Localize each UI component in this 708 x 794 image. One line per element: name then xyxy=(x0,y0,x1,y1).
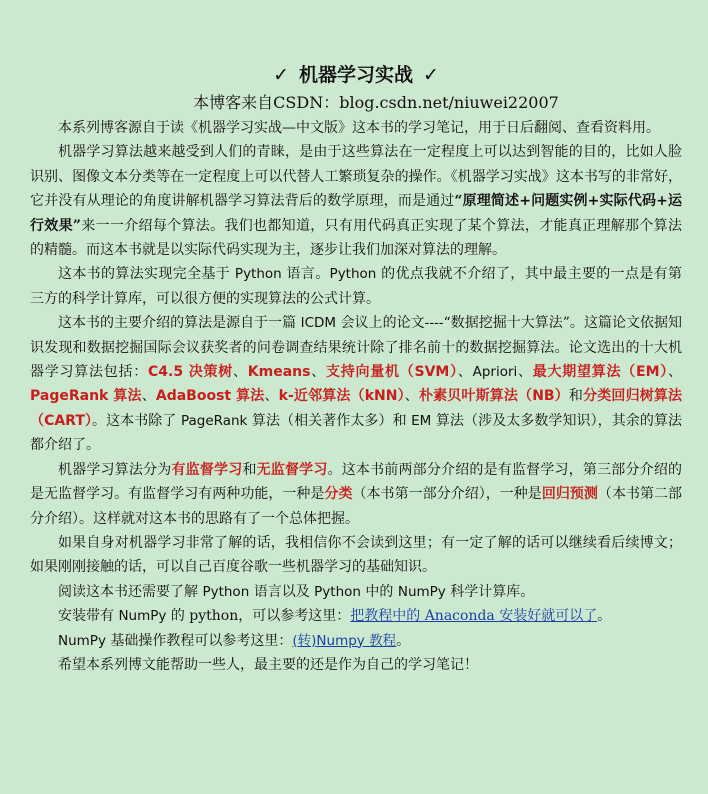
text: 科学计算库。 xyxy=(445,583,535,600)
paragraph-7 xyxy=(30,580,682,604)
highlight: 分类 xyxy=(324,486,353,503)
anaconda-install-link[interactable]: 把教程中的 Anaconda 安装好就可以了 xyxy=(350,608,598,625)
algorithm-name: AdaBoost 算法 xyxy=(155,388,265,405)
paragraph-6: 如果自身对机器学习非常了解的话，我相信你不会读到这里；有一定了解的话可以继续看后续博文；如果刚刚接触的话，可以自己百度谷歌一些机器学习的基础知识。 xyxy=(30,534,682,576)
paragraph-5 xyxy=(30,458,682,531)
highlight: 有监督学习 xyxy=(171,461,243,478)
text: 基础操作教程可以参考这里： xyxy=(105,632,293,649)
text: 、 xyxy=(457,364,473,381)
numpy-tutorial-link[interactable]: (转)Numpy 教程 xyxy=(292,632,397,649)
text: 的优点我就不介绍了，其中最主要的一点是有第三方的科学计算库，可以很方便的实现算法的公式计算。 xyxy=(30,266,683,307)
text: 中的 xyxy=(360,583,398,600)
term: Python xyxy=(314,583,361,600)
algorithm-name: 支持向量机（SVM） xyxy=(325,364,458,381)
text: 会议上的论文----“数据挖掘十大算法”。这篇论文依据知识发现和数据挖掘国际会议获奖者的问卷调查结果统计除了排名前十的数据挖掘算法。论文选出的十大机器学习算法包括： xyxy=(30,315,682,381)
source-url: blog.csdn.net/niuwei22007 xyxy=(339,93,559,112)
algorithm-name: 最大期望算法（EM） xyxy=(532,364,669,381)
page-title xyxy=(30,60,682,90)
term: NumPy xyxy=(397,583,446,600)
check-icon: ✓ xyxy=(273,64,289,86)
text: 语言以及 xyxy=(249,583,315,600)
algorithm-name: k-近邻算法（kNN） xyxy=(278,388,405,405)
paragraph-1: 本系列博客源自于读《机器学习实战—中文版》这本书的学习笔记，用于日后翻阅、查看资料用。 xyxy=(58,120,660,136)
text: 、 xyxy=(668,364,683,381)
paragraph-3 xyxy=(30,262,682,311)
source-line xyxy=(70,90,682,116)
text: 语言。 xyxy=(281,266,330,283)
term: Python xyxy=(329,266,377,283)
text: 来一一介绍每个算法。我们也都知道，只有用代码真正实现了某个算法，才能真正理解那个算法的精髓。而这本书就是以实际代码实现为主，逐步让我们加深对算法的理解。 xyxy=(30,217,682,259)
paragraph-2 xyxy=(30,140,682,262)
bold-text: “原理简述+问题实例+实际代码+运行效果” xyxy=(30,193,682,234)
text: 、 xyxy=(233,364,248,381)
text: 这本书的算法实现完全基于 xyxy=(58,266,235,283)
term: Python xyxy=(234,266,282,283)
text: （本书第二部分介绍）。这样就对这本书的思路有了一个总体把握。 xyxy=(30,486,683,527)
term: NumPy xyxy=(118,608,167,625)
paragraph-8 xyxy=(30,604,682,628)
text: 和 xyxy=(242,461,257,478)
text: 。 xyxy=(396,632,411,649)
term: ICDM xyxy=(300,315,337,332)
title-text: 机器学习实战 xyxy=(298,64,413,86)
text: 阅读这本书还需要了解 xyxy=(58,583,203,600)
algorithm-name: PageRank 算法 xyxy=(30,388,142,405)
text: 、 xyxy=(310,364,326,381)
source-prefix: 本博客来自CSDN： xyxy=(193,93,340,112)
text: 机器学习算法分为 xyxy=(58,461,172,478)
paragraph-10: 希望本系列博文能帮助一些人，最主要的还是作为自己的学习笔记！ xyxy=(58,656,478,673)
term: PageRank xyxy=(180,412,248,429)
text: 、 xyxy=(141,388,156,405)
algorithm-name: Kmeans xyxy=(247,364,311,381)
check-icon: ✓ xyxy=(423,64,439,86)
term: Python xyxy=(202,583,250,600)
article-body xyxy=(30,116,682,677)
term: NumPy xyxy=(58,632,106,649)
term: EM xyxy=(411,412,432,429)
text: 算法（相关著作太多）和 xyxy=(247,412,412,429)
paragraph-4 xyxy=(30,311,682,457)
algorithm-name: 朴素贝叶斯算法（NB） xyxy=(418,388,569,405)
text: 、 xyxy=(404,388,419,405)
text: 和 xyxy=(568,388,584,405)
algorithm-name: C4.5 决策树 xyxy=(148,364,233,381)
text: 、 xyxy=(517,364,533,381)
text: 机器学习算法越来越受到人们的青睐，是由于这些算法在一定程度上可以达到智能的目的，比如人脸识别、图像文本分类等在一定程度上可以代替人工繁琐复杂的操作。《机器学习实战》这本书写的非常好，它并没有从理论的角度讲解机器学习算法背后的数学原理，而是通过 xyxy=(30,144,682,210)
highlight: 无监督学习 xyxy=(256,461,328,478)
text: 的 python，可以参考这里： xyxy=(166,608,351,625)
algorithm-name: 分类回归树算法（CART） xyxy=(30,388,683,429)
text: 。这本书除了 xyxy=(92,412,181,429)
text: 这本书的主要介绍的算法是源自于一篇 xyxy=(58,315,301,332)
text: （本书第一部分介绍），一种是 xyxy=(352,486,542,503)
term: Apriori xyxy=(472,364,518,381)
text: 算法（涉及太多数学知识），其余的算法都介绍了。 xyxy=(30,412,683,454)
text: 安装带有 xyxy=(58,608,119,625)
text: 。 xyxy=(597,608,612,625)
paragraph-9 xyxy=(30,629,682,653)
text: 、 xyxy=(264,388,279,405)
highlight: 回归预测 xyxy=(541,486,598,503)
text: 。这本书前两部分介绍的是有监督学习，第三部分介绍的是无监督学习。有监督学习有两种功能，一种是 xyxy=(30,461,683,503)
